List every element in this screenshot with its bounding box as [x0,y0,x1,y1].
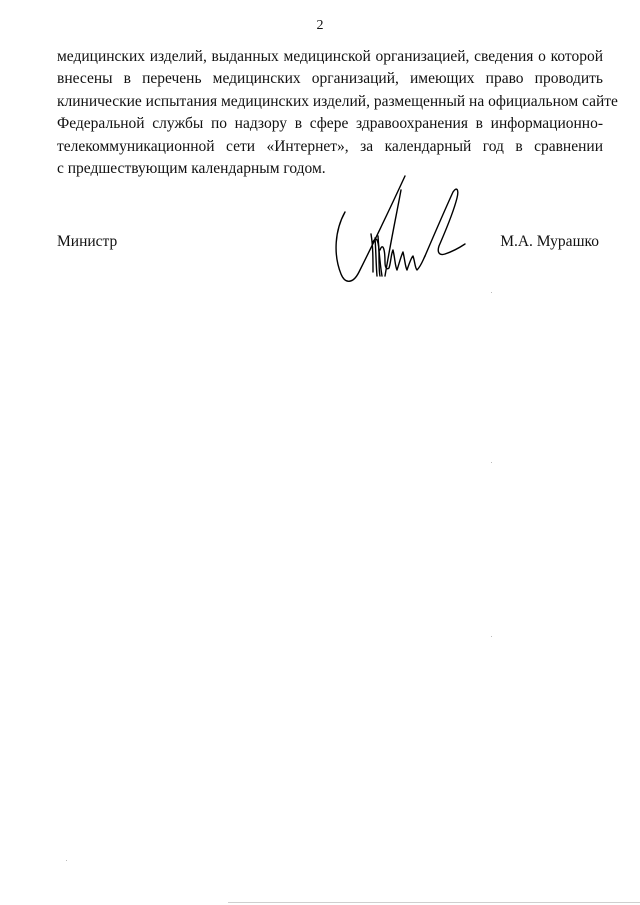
scan-speck [66,860,67,861]
paragraph-line: клинические испытания медицинских изделий, размещенный на официальном сайте [57,92,618,110]
scan-speck [491,462,492,463]
handwritten-signature-icon [327,172,477,292]
scan-speck [491,292,492,293]
paragraph-line: внесены в перечень медицинских организаций, имеющих право проводить [57,70,603,88]
paragraph-line: медицинских изделий, выданных медицинской организацией, сведения о которой [57,48,603,65]
signer-name: М.А. Мурашко [500,233,599,250]
scan-speck [491,636,492,637]
paragraph-line: телекоммуникационной сети «Интернет», за календарный год в сравнении [57,137,603,155]
signer-title: Министр [57,233,118,250]
body-paragraph [57,46,618,180]
page-number: 2 [316,18,324,33]
scan-edge-line [228,902,640,903]
paragraph-line: с предшествующим календарным годом. [57,159,326,177]
signature-block [57,230,603,290]
paragraph-line: Федеральной службы по надзору в сфере здравоохранения в информационно- [57,115,603,133]
